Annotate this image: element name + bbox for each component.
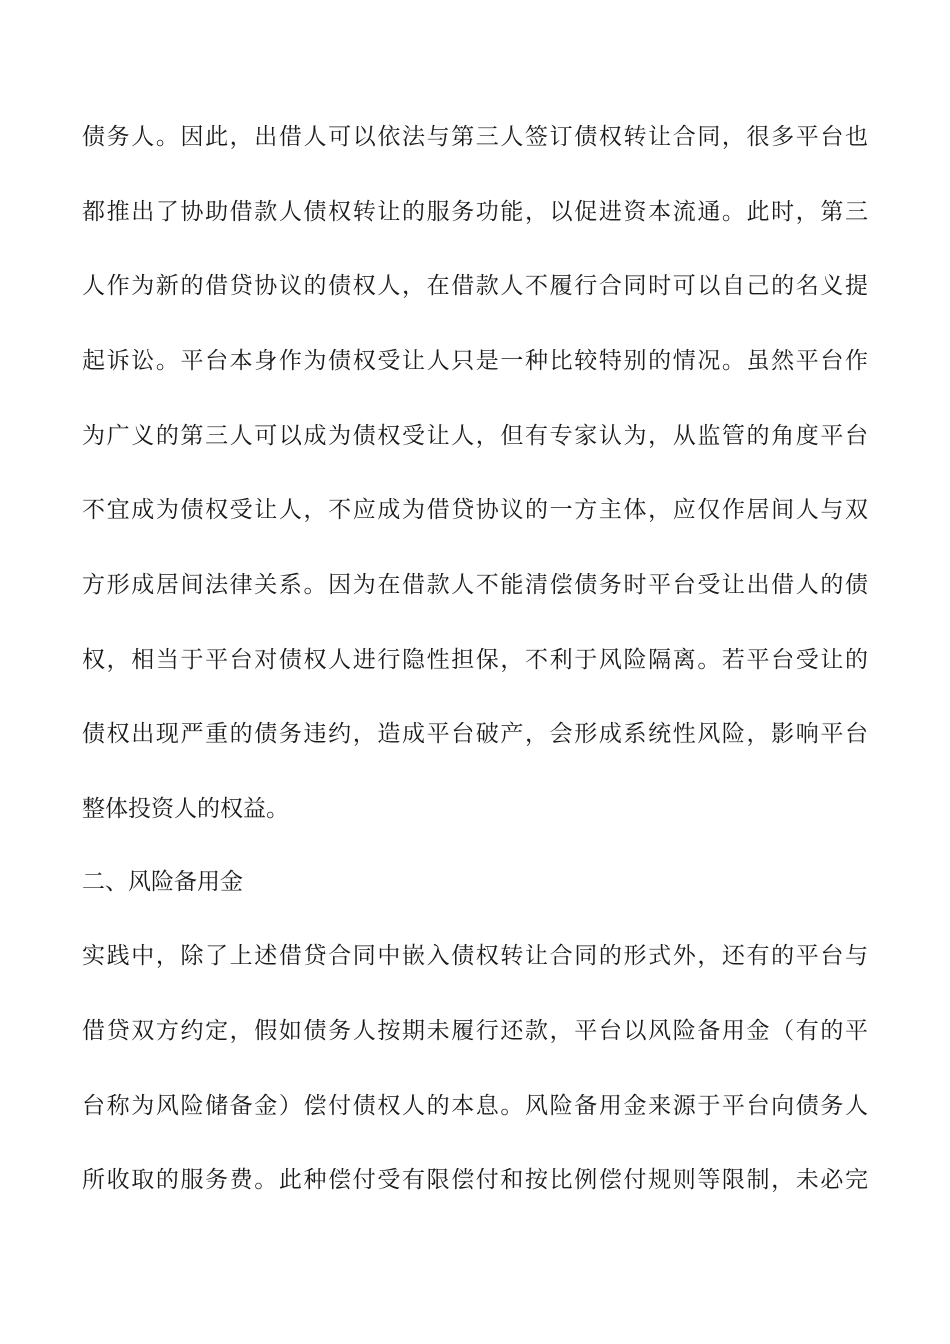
paragraph-line: 权，相当于平台对债权人进行隐性担保，不利于风险隔离。若平台受让的 (82, 647, 868, 673)
paragraph-line: 债务人。因此，出借人可以依法与第三人签订债权转让合同，很多平台也 (82, 124, 868, 150)
paragraph-line: 台称为风险储备金）偿付债权人的本息。风险备用金来源于平台向债务人 (82, 1093, 868, 1119)
paragraph-line: 方形成居间法律关系。因为在借款人不能清偿债务时平台受让出借人的债 (82, 572, 868, 598)
paragraph-line: 人作为新的借贷协议的债权人，在借款人不履行合同时可以自己的名义提 (82, 273, 868, 299)
paragraph-line: 整体投资人的权益。 (82, 796, 289, 822)
paragraph-line: 债权出现严重的债务违约，造成平台破产，会形成系统性风险，影响平台 (82, 721, 868, 747)
paragraph-line: 所收取的服务费。此种偿付受有限偿付和按比例偿付规则等限制，未必完 (82, 1167, 868, 1193)
paragraph-line: 实践中，除了上述借贷合同中嵌入债权转让合同的形式外，还有的平台与 (82, 943, 868, 969)
paragraph-line: 不宜成为债权受让人，不应成为借贷协议的一方主体，应仅作居间人与双 (82, 497, 868, 523)
paragraph-line: 起诉讼。平台本身作为债权受让人只是一种比较特别的情况。虽然平台作 (82, 348, 868, 374)
section-heading: 二、风险备用金 (82, 869, 243, 895)
paragraph-line: 都推出了协助借款人债权转让的服务功能，以促进资本流通。此时，第三 (82, 199, 868, 225)
paragraph-line: 为广义的第三人可以成为债权受让人，但有专家认为，从监管的角度平台 (82, 423, 868, 449)
paragraph-line: 借贷双方约定，假如债务人按期未履行还款，平台以风险备用金（有的平 (82, 1018, 868, 1044)
